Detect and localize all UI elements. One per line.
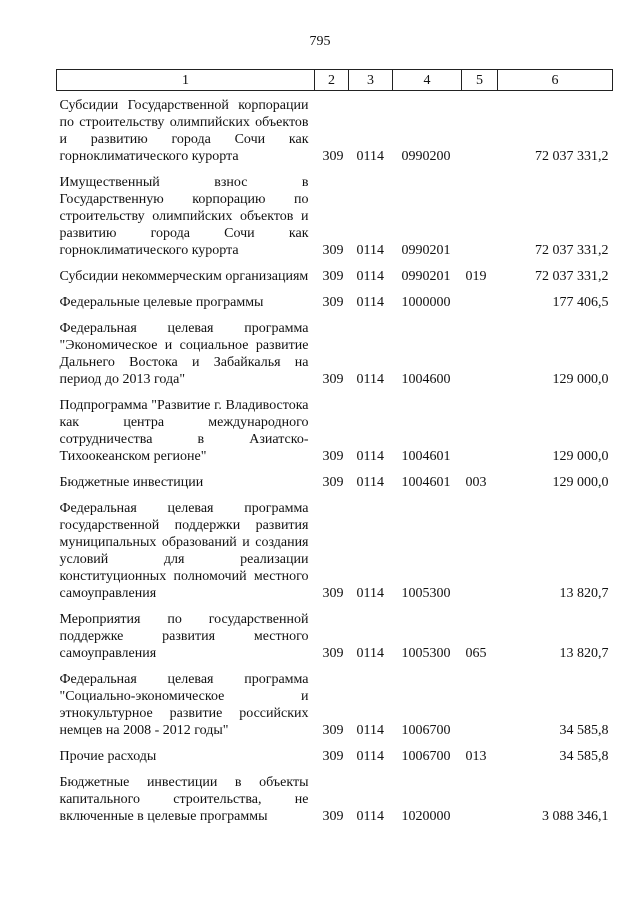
table-row — [57, 285, 613, 311]
row-amount: 34 585,8 — [559, 723, 609, 738]
row-amount: 34 585,8 — [559, 749, 609, 764]
row-ministry-code: 309 — [322, 295, 344, 310]
row-expense-type: 013 — [465, 749, 487, 764]
row-section-code: 0114 — [356, 449, 384, 464]
row-expense-type: 019 — [465, 269, 487, 284]
row-expense-type — [462, 491, 498, 602]
row-section-code: 0114 — [356, 475, 384, 490]
row-ministry-code: 309 — [322, 809, 344, 824]
table-row — [57, 662, 613, 739]
row-section-code: 0114 — [356, 586, 384, 601]
table-row — [57, 739, 613, 765]
row-target-code: 1004600 — [401, 372, 451, 387]
row-amount: 129 000,0 — [552, 475, 609, 490]
row-name: Федеральная целевая программа государственной поддержки развития муниципальных образований и создания условий для реализации конституционных полномочий местного самоуправления — [59, 501, 309, 601]
table-row — [57, 465, 613, 491]
row-name: Федеральная целевая программа "Социально-экономическое и этнокультурное развитие российских немцев на 2008 - 2012 годы" — [59, 672, 309, 738]
header-col-1: 1 — [57, 70, 315, 91]
row-target-code: 1004601 — [401, 449, 451, 464]
row-expense-type — [462, 311, 498, 388]
row-section-code: 0114 — [356, 749, 384, 764]
table-row — [57, 491, 613, 602]
header-col-3: 3 — [349, 70, 393, 91]
row-ministry-code: 309 — [322, 723, 344, 738]
row-section-code: 0114 — [356, 243, 384, 258]
row-target-code: 1005300 — [401, 586, 451, 601]
row-name: Подпрограмма "Развитие г. Владивостока как центра международного сотрудничества в Азиатско-Тихоокеанском регионе" — [59, 398, 309, 464]
row-expense-type — [462, 662, 498, 739]
row-name: Бюджетные инвестиции в объекты капитального строительства, не включенные в целевые программы — [59, 775, 309, 824]
row-target-code: 1020000 — [401, 809, 451, 824]
row-target-code: 0990201 — [401, 243, 451, 258]
table-body — [57, 91, 613, 826]
budget-table — [56, 69, 613, 825]
header-col-5: 5 — [462, 70, 498, 91]
row-name: Бюджетные инвестиции — [59, 475, 204, 490]
row-ministry-code: 309 — [322, 372, 344, 387]
row-ministry-code: 309 — [322, 449, 344, 464]
row-ministry-code: 309 — [322, 269, 344, 284]
row-target-code: 1000000 — [401, 295, 451, 310]
row-amount: 3 088 346,1 — [542, 809, 609, 824]
row-amount: 129 000,0 — [552, 449, 609, 464]
row-section-code: 0114 — [356, 372, 384, 387]
table-row — [57, 765, 613, 825]
row-expense-type: 003 — [465, 475, 487, 490]
row-expense-type — [462, 91, 498, 166]
row-target-code: 1006700 — [401, 749, 451, 764]
table-row — [57, 91, 613, 166]
row-target-code: 1006700 — [401, 723, 451, 738]
row-amount: 13 820,7 — [559, 646, 609, 661]
row-target-code: 0990201 — [401, 269, 451, 284]
row-target-code: 1004601 — [401, 475, 451, 490]
row-name: Федеральные целевые программы — [59, 295, 264, 310]
header-col-2: 2 — [315, 70, 349, 91]
row-section-code: 0114 — [356, 269, 384, 284]
row-name: Имущественный взнос в Государственную корпорацию по строительству олимпийских объектов и развитию города Сочи как горноклиматического курорта — [59, 175, 309, 258]
row-name: Федеральная целевая программа "Экономическое и социальное развитие Дальнего Востока и Забайкалья на период до 2013 года" — [59, 321, 309, 387]
table-row — [57, 311, 613, 388]
row-section-code: 0114 — [356, 646, 384, 661]
header-col-4: 4 — [393, 70, 462, 91]
row-section-code: 0114 — [356, 809, 384, 824]
row-expense-type — [462, 388, 498, 465]
header-col-6: 6 — [498, 70, 613, 91]
row-expense-type: 065 — [465, 646, 487, 661]
row-section-code: 0114 — [356, 723, 384, 738]
row-ministry-code: 309 — [322, 749, 344, 764]
row-ministry-code: 309 — [322, 149, 344, 164]
row-expense-type — [462, 165, 498, 259]
row-expense-type — [462, 765, 498, 825]
row-amount: 72 037 331,2 — [535, 149, 609, 164]
row-amount: 72 037 331,2 — [535, 243, 609, 258]
row-target-code: 1005300 — [401, 646, 451, 661]
row-ministry-code: 309 — [322, 243, 344, 258]
row-ministry-code: 309 — [322, 586, 344, 601]
table-row — [57, 602, 613, 662]
row-section-code: 0114 — [356, 295, 384, 310]
row-target-code: 0990200 — [401, 149, 451, 164]
row-expense-type — [462, 285, 498, 311]
row-amount: 129 000,0 — [552, 372, 609, 387]
row-name: Мероприятия по государственной поддержке развития местного самоуправления — [59, 612, 309, 661]
row-name: Прочие расходы — [59, 749, 157, 764]
table-header — [57, 70, 613, 91]
table-row — [57, 165, 613, 259]
row-ministry-code: 309 — [322, 475, 344, 490]
row-name: Субсидии некоммерческим организациям — [59, 269, 309, 284]
row-ministry-code: 309 — [322, 646, 344, 661]
row-amount: 72 037 331,2 — [535, 269, 609, 284]
row-name: Субсидии Государственной корпорации по строительству олимпийских объектов и развитию города Сочи как горноклиматического курорта — [59, 98, 309, 164]
page-number: 795 — [309, 34, 331, 49]
row-amount: 177 406,5 — [552, 295, 609, 310]
table-row — [57, 388, 613, 465]
table-row — [57, 259, 613, 285]
row-amount: 13 820,7 — [559, 586, 609, 601]
header-row — [57, 70, 613, 91]
row-section-code: 0114 — [356, 149, 384, 164]
